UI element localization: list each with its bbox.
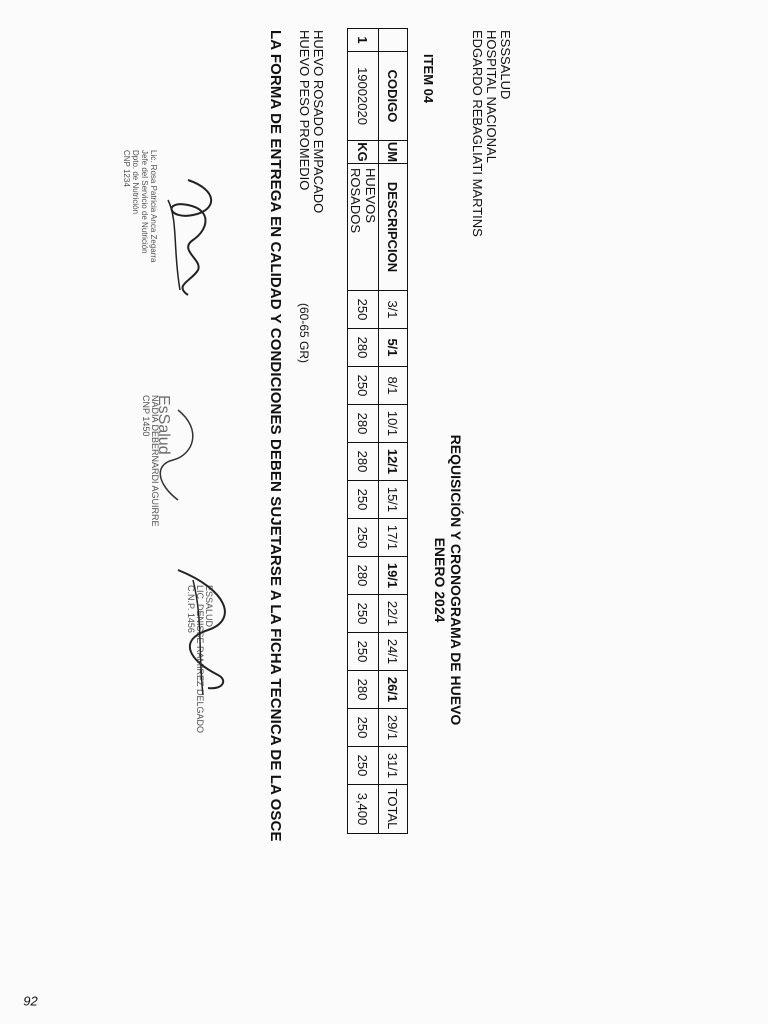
col-date: 24/1 (379, 633, 408, 671)
col-um: UM (379, 141, 408, 164)
cell-total: 3,400 (348, 785, 379, 834)
col-date: 31/1 (379, 747, 408, 785)
item-label: ITEM 04 (421, 54, 436, 104)
cell-um: KG (348, 141, 379, 164)
cell-quantity: 280 (348, 557, 379, 595)
org-line-1: ESSSALUD (498, 30, 513, 100)
col-date: 10/1 (379, 405, 408, 443)
note-weight: (60-65 GR) (297, 303, 311, 364)
cell-quantity: 280 (348, 671, 379, 709)
title: REQUISICIÓN Y CRONOGRAMA DE HUEVO (448, 434, 464, 726)
col-date: 15/1 (379, 481, 408, 519)
stamp-left-line-1: Lic. Rosa Patricia Anca Zegarra (149, 150, 158, 263)
organization-header (470, 30, 512, 237)
cell-quantity: 250 (348, 519, 379, 557)
cell-quantity: 280 (348, 443, 379, 481)
stamp-center-line-1: EsSalud (155, 395, 172, 455)
table-header-row (379, 29, 408, 834)
stamp-center-line-2: NADIA DEBERNARDI AGUIRRE (150, 395, 160, 527)
cell-quantity: 250 (348, 291, 379, 329)
cell-quantity: 250 (348, 709, 379, 747)
cell-codigo: 19002020 (348, 52, 379, 141)
cell-quantity: 250 (348, 633, 379, 671)
cell-quantity: 250 (348, 481, 379, 519)
col-date: 5/1 (379, 329, 408, 367)
cell-quantity: 250 (348, 747, 379, 785)
cell-number: 1 (348, 29, 379, 52)
stamp-right (186, 585, 213, 733)
footer-statement: LA FORMA DE ENTREGA EN CALIDAD Y CONDICIONES DEBEN SUJETARSE A LA FICHA TECNICA DE LA OSCE (267, 30, 284, 842)
cell-quantity: 280 (348, 329, 379, 367)
stamp-left-line-2: Jefe del Servicio de Nutrición (140, 150, 149, 254)
notes (297, 30, 325, 213)
cell-quantity: 250 (348, 595, 379, 633)
col-date: 19/1 (379, 557, 408, 595)
col-date: 22/1 (379, 595, 408, 633)
cell-quantity: 250 (348, 367, 379, 405)
table-row (348, 29, 379, 834)
page-number: 92 (23, 993, 38, 1009)
col-date: 8/1 (379, 367, 408, 405)
col-date: 17/1 (379, 519, 408, 557)
stamp-right-line-1: ESSALUD (204, 585, 214, 628)
org-line-3: EDGARDO REBAGLIATI MARTINS (470, 30, 485, 237)
col-date: 29/1 (379, 709, 408, 747)
col-descripcion: DESCRIPCION (379, 164, 408, 291)
note-line-2: HUEVO PESO PROMEDIO (297, 30, 312, 191)
col-date: 12/1 (379, 443, 408, 481)
document-title (432, 430, 464, 730)
cell-descripcion: HUEVOS ROSADOS (348, 164, 379, 291)
stamp-center-line-3: CNP 1450 (141, 395, 151, 437)
cell-quantity: 280 (348, 405, 379, 443)
stamp-center (141, 395, 172, 527)
stamp-left-line-4: CNP 1234 (122, 150, 131, 187)
stamp-left-line-3: Dpto. de Nutrición (131, 150, 140, 215)
note-line-1: HUEVO ROSADO EMPACADO (311, 30, 326, 214)
signature-left (148, 170, 228, 310)
requisition-table (347, 28, 408, 834)
col-date: 26/1 (379, 671, 408, 709)
col-number (379, 29, 408, 52)
subtitle: ENERO 2024 (432, 537, 448, 623)
stamp-left (122, 150, 158, 263)
col-codigo: CODIGO (379, 52, 408, 141)
stamp-right-line-2: LIC. DENISSE RAMIREZ DELGADO (195, 585, 205, 734)
col-date: 3/1 (379, 291, 408, 329)
stamp-right-line-3: C.N.P. 1456 (186, 585, 196, 633)
col-total: TOTAL (379, 785, 408, 834)
org-line-2: HOSPITAL NACIONAL (484, 30, 499, 163)
